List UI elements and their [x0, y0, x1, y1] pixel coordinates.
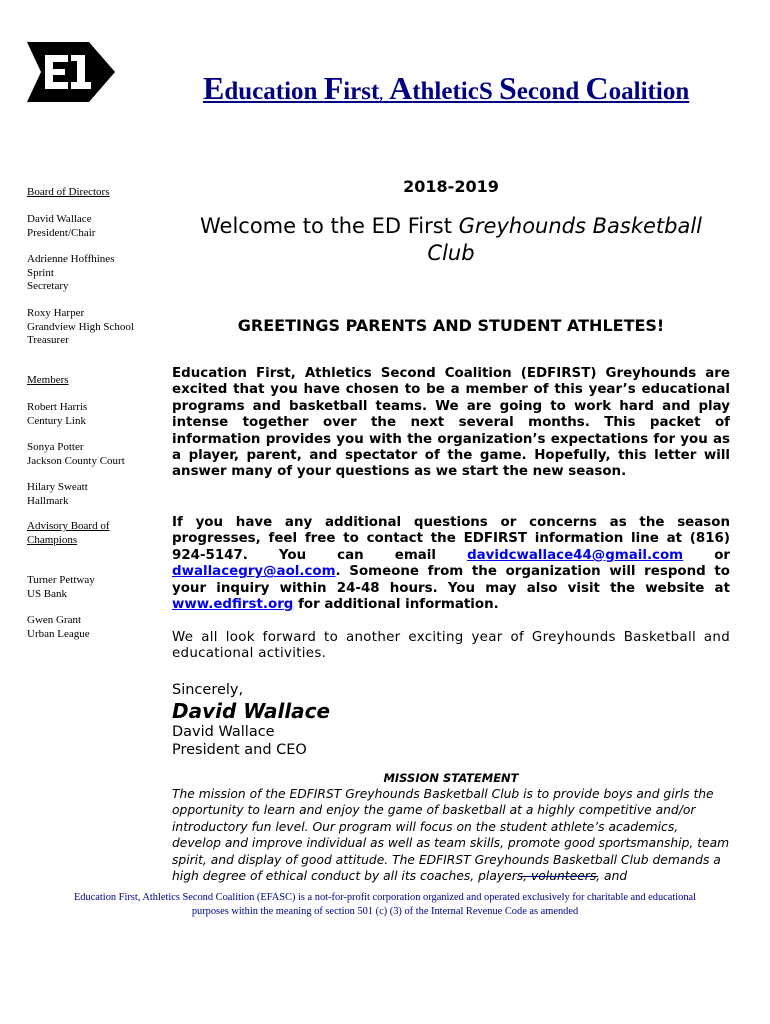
member-name: Turner Pettway — [27, 574, 95, 586]
board-member — [27, 213, 95, 240]
board-member — [27, 307, 134, 348]
member-org: Hallmark — [27, 494, 69, 507]
contact-text: for additional information. — [298, 597, 499, 613]
member-name: Adrienne Hoffhines — [27, 253, 115, 265]
member — [27, 401, 87, 428]
contact-text: If you have any additional questions or concerns as the season progresses, feel free to contact the EDFIRST information line at (816) 924-5147. You can email — [172, 515, 730, 563]
closing-paragraph: We all look forward to another exciting year of Greyhounds Basketball and educational activities. — [172, 630, 730, 662]
website-link[interactable]: www.edfirst.org — [172, 597, 294, 613]
footer-line: Education First, Athletics Second Coalition (EFASC) is a not-for-profit corporation organized and operated exclusively for charitable and educational — [73, 892, 697, 903]
contact-paragraph — [172, 515, 730, 613]
footer-divider — [520, 876, 598, 877]
member-role: President/Chair — [27, 226, 96, 239]
member-org: Jackson County Court — [27, 454, 125, 467]
member-name: Sonya Potter — [27, 441, 84, 453]
member-name: Robert Harris — [27, 401, 88, 413]
member-name: David Wallace — [27, 213, 92, 225]
member — [27, 481, 88, 508]
board-member — [27, 253, 114, 294]
ef-logo-icon — [27, 42, 115, 102]
welcome-club-word: Club — [427, 241, 475, 265]
member-org: Sprint — [27, 266, 54, 279]
advisory-member — [27, 614, 90, 641]
members-heading: Members — [27, 374, 69, 386]
member-org: US Bank — [27, 587, 68, 600]
member-org: Century Link — [27, 414, 86, 427]
email-link-dwallacegry[interactable]: dwallacegry@aol.com — [172, 564, 336, 580]
footer-disclaimer — [30, 891, 740, 919]
member-org: Urban League — [27, 627, 90, 640]
member-name: Roxy Harper — [27, 307, 85, 319]
signer-name: David Wallace — [172, 724, 275, 740]
member-role: Secretary — [27, 280, 69, 293]
member-role: Treasurer — [27, 334, 69, 347]
intro-paragraph: Education First, Athletics Second Coalition (EDFIRST) Greyhounds are excited that you have chosen to be a member of this year’s educational programs and basketball teams. We are going to work hard and play intense together over the next several months. This packet of information provides you with the organization’s expectations for you as a player, parent, and spectator of the game. Hopefully, this letter will answer many of your questions as we start the new season. — [172, 366, 730, 480]
advisory-heading-line: Advisory Board of — [27, 520, 110, 532]
welcome-text: Welcome to the ED First — [199, 214, 452, 238]
contact-text: . Someone from the organization will respond to your inquiry within 24-48 hours. You may also visit the website at — [172, 564, 730, 596]
advisory-heading-line: Champions — [27, 533, 78, 546]
organization-title: Education First, AthleticS Second Coalition — [203, 70, 690, 106]
signature: David Wallace — [172, 699, 331, 723]
advisory-board-heading — [27, 520, 110, 547]
member-name: Gwen Grant — [27, 614, 82, 626]
email-link-davidcwallace[interactable]: davidcwallace44@gmail.com — [467, 547, 684, 563]
board-of-directors-heading: Board of Directors — [27, 186, 110, 198]
season-heading: 2018-2019 — [403, 177, 499, 196]
welcome-club-name: Greyhounds Basketball — [458, 214, 703, 238]
member — [27, 441, 125, 468]
mission-statement-body: The mission of the EDFIRST Greyhounds Basketball Club is to provide boys and girls the opportunity to learn and enjoy the game of basketball at a highly competitive and/or introductory fun level. Our program will focus on the student athlete’s academics, develop and improve individual as well as team skills, promote good sportsmanship, team spirit, and display of good attitude. The EDFIRST Greyhounds Basketball Club demands a high degree of ethical conduct by all its coaches, players, volunteers, and — [172, 787, 730, 884]
member-name: Hilary Sweatt — [27, 481, 88, 493]
member-org: Grandview High School — [27, 320, 134, 333]
welcome-heading — [172, 213, 730, 267]
sincerely-text: Sincerely, — [172, 682, 244, 698]
contact-text: or — [714, 547, 730, 563]
signer-title: President and CEO — [172, 742, 307, 758]
footer-line: purposes within the meaning of section 501 (c) (3) of the Internal Revenue Code as amended — [191, 906, 579, 917]
greetings-heading: GREETINGS PARENTS AND STUDENT ATHLETES! — [237, 316, 665, 335]
mission-statement-heading: MISSION STATEMENT — [383, 771, 519, 785]
advisory-member — [27, 574, 95, 601]
